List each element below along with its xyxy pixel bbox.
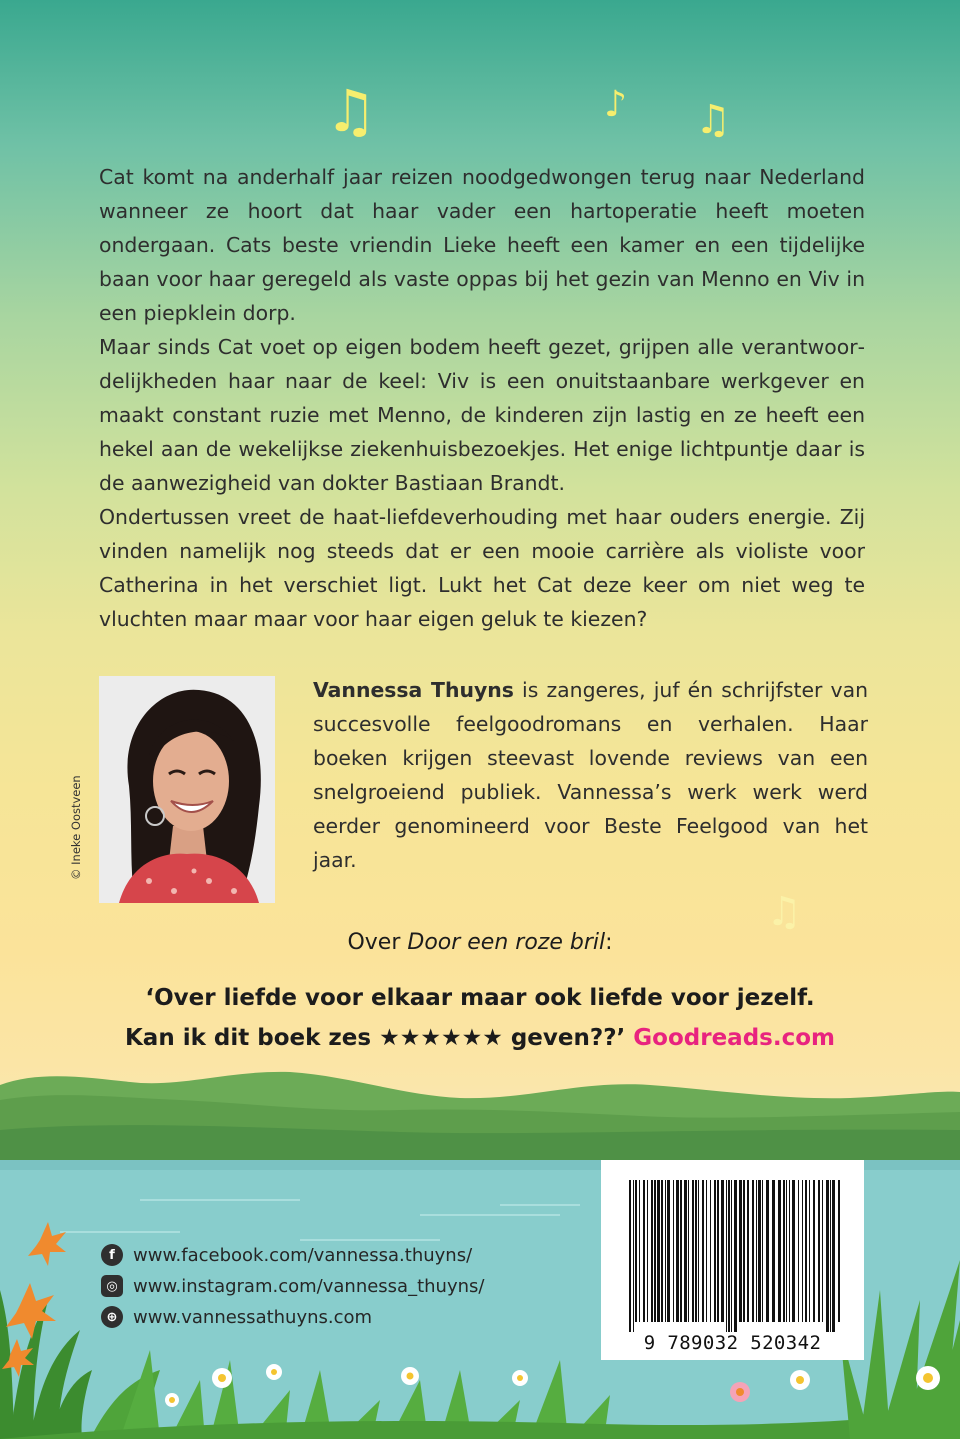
facebook-icon: f bbox=[101, 1244, 123, 1266]
social-links bbox=[101, 1240, 484, 1333]
review-quote bbox=[0, 978, 960, 1058]
review-line-1: ‘Over liefde voor elkaar maar ook liefde voor jezelf. bbox=[145, 985, 815, 1011]
synopsis-paragraph: Cat komt na anderhalf jaar reizen noodgedwongen terug naar Nederland wanneer ze hoort dat haar vader een hartoperatie heeft moeten ondergaan. Cats beste vriendin Lieke heeft een kamer en een tijdelijke baan voor haar geregeld als vaste oppas bij het gezin van Menno en Viv in een piepklein dorp. bbox=[99, 165, 865, 325]
book-synopsis bbox=[99, 160, 865, 636]
social-link-website[interactable] bbox=[101, 1302, 484, 1332]
dribbble-icon: ⊕ bbox=[101, 1306, 123, 1328]
music-note-icon: ♫ bbox=[766, 889, 802, 935]
review-source: Goodreads.com bbox=[633, 1025, 835, 1051]
review-heading-prefix: Over bbox=[347, 930, 401, 955]
synopsis-paragraph: Maar sinds Cat voet op eigen bodem heeft gezet, grijpen alle verantwoordelijkheden haar naar de keel: Viv is een onuitstaanbare werkgever en maakt constant ruzie met Menno, de kinderen zijn lastig en ze heeft een hekel aan de wekelijkse ziekenhuisbezoekjes. Het enige lichtpuntje daar is de aanwezigheid van dokter Bastiaan Brandt. bbox=[99, 335, 865, 495]
book-title: Door een roze bril bbox=[407, 930, 606, 955]
review-line-2-text: Kan ik dit boek zes ★★★★★★ geven??’ bbox=[124, 1025, 626, 1051]
author-bio bbox=[313, 673, 868, 877]
review-heading-suffix: : bbox=[605, 930, 613, 955]
social-link-facebook[interactable] bbox=[101, 1240, 484, 1270]
author-bio-text: is zangeres, juf én schrijfster van succesvolle feelgoodromans en verhalen. Haar boeken krijgen steevast lovende reviews van een snelgroeiend publiek. Vannessa’s werk werk werd eerder genomineerd voor Beste Feelgood van het jaar. bbox=[313, 678, 868, 872]
isbn-barcode bbox=[601, 1160, 864, 1360]
instagram-url[interactable]: www.instagram.com/vannessa_thuyns/ bbox=[133, 1275, 485, 1297]
synopsis-paragraph: Ondertussen vreet de haat-liefdeverhouding met haar ouders energie. Zij vinden namelijk nog steeds dat er een mooie carrière als violiste voor Catherina in het verschiet ligt. Lukt het Cat deze keer om niet weg te vluchten maar maar voor haar eigen geluk te kiezen? bbox=[99, 505, 865, 631]
music-note-icon: ♫ bbox=[695, 97, 731, 143]
barcode-bars bbox=[601, 1160, 864, 1332]
music-note-icon: ♫ bbox=[325, 77, 377, 145]
photo-credit: © Ineke Oostveen bbox=[69, 775, 83, 880]
author-name: Vannessa Thuyns bbox=[313, 678, 514, 702]
review-heading bbox=[0, 930, 960, 955]
author-photo bbox=[99, 676, 275, 903]
review-line-2 bbox=[0, 1018, 960, 1058]
website-url[interactable]: www.vannessathuyns.com bbox=[133, 1306, 373, 1328]
isbn-digits: 9 789032 520342 bbox=[643, 1332, 822, 1354]
instagram-icon: ◎ bbox=[101, 1275, 123, 1297]
facebook-url[interactable]: www.facebook.com/vannessa.thuyns/ bbox=[133, 1244, 473, 1266]
social-link-instagram[interactable] bbox=[101, 1271, 484, 1301]
music-note-icon: ♪ bbox=[604, 84, 627, 125]
